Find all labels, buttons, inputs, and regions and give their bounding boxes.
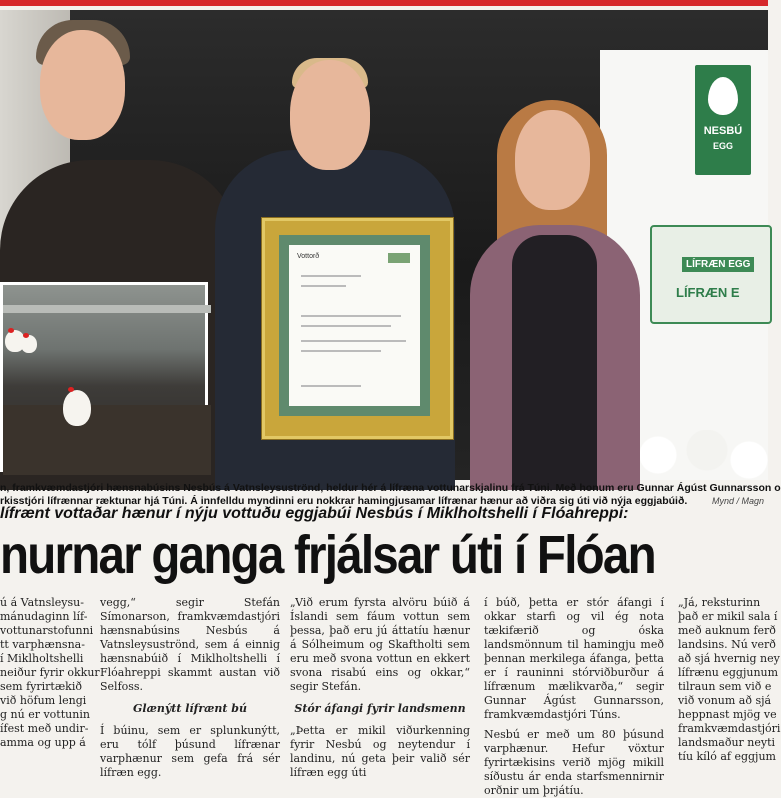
column-line: með auknum ferð	[678, 624, 776, 637]
carton-label: LÍFRÆN EGG	[682, 257, 754, 272]
brand-name: NESBÚ	[703, 125, 743, 137]
column-line: við vonum að sjá	[678, 694, 772, 707]
inset-photo-hens	[0, 282, 208, 472]
eggs-pile	[630, 430, 770, 480]
hen-figure	[21, 335, 37, 353]
column-line: g nú er vottunin	[0, 708, 90, 721]
column-line: sem fyrirtækið	[0, 680, 82, 693]
certificate-line	[301, 340, 406, 342]
paragraph: „Þetta er mikil viðurkenning fyrir Nesbú og neytendur í landinu, nú geta þeir valið sér lífræn egg úti	[290, 724, 470, 779]
hen-figure	[63, 390, 91, 426]
column-line: vottunarstofunni	[0, 624, 94, 637]
column-line: framkvæmdastjóri	[678, 722, 781, 735]
article-column-2	[100, 596, 280, 779]
column-line: í Miklholtshelli	[0, 652, 84, 665]
main-photo	[0, 10, 768, 480]
column-line: tilraun sem við e	[678, 680, 772, 693]
paragraph: vegg,“ segir Stefán Símonarson, framkvæmdastjóri hænsnabúsins Nesbús á Vatnsleysuströnd, sem á einnig hænsnabúið í Miklholtshelli í Flóahreppi skammt austan við Selfoss.	[100, 596, 280, 693]
person-right-top	[512, 235, 597, 490]
column-line: það er mikil sala í	[678, 610, 778, 623]
top-red-rule	[0, 0, 768, 6]
column-line: við höfum lengi	[0, 694, 87, 707]
barn-beam	[3, 305, 211, 313]
photo-credit: Mynd / Magn	[711, 496, 764, 506]
column-line: heppnast mjög ve	[678, 708, 777, 721]
carton-label-large: LÍFRÆN E	[676, 285, 740, 300]
caption-line: rkisstjóri lífrænnar ræktunar hjá Túni. Á innfelldu myndinni eru nokkrar hamingjusamar lífrænar hænur að viðra sig úti við nýja eggjabúið.	[0, 495, 688, 507]
egg-carton	[650, 225, 772, 324]
certificate-line	[301, 325, 391, 327]
ground	[3, 405, 211, 475]
paragraph: „Við erum fyrsta alvöru búið á Íslandi sem fáum vottun sem þessa, það eru jú áttatíu hænur á Sólheimum og Skaftholti sem eru með svona vottun en ekkert svona risabú eins og okkar,“ segir Stefán.	[290, 596, 470, 693]
certificate-mat	[279, 235, 430, 416]
article-body	[0, 596, 781, 797]
article-column-5	[678, 596, 781, 768]
certificate-line	[301, 315, 401, 317]
column-line: ífest með undir-	[0, 722, 89, 735]
column-line: „Já, reksturinn	[678, 596, 761, 609]
certificate-title: Vottorð	[297, 253, 320, 260]
person-right-head	[515, 110, 590, 210]
column-line: neiður fyrir okkur	[0, 666, 100, 679]
brand-sub: EGG	[712, 141, 733, 151]
person-center-head	[290, 60, 370, 170]
column-line: að sjá hvernig ney	[678, 652, 780, 665]
egg-icon	[708, 77, 738, 115]
headline: nurnar ganga frjálsar úti í Flóan	[0, 525, 655, 585]
column-line: tt varphænsna-	[0, 638, 85, 651]
paragraph: Nesbú er með um 80 þúsund varphænur. Hefur vöxtur fyrirtækisins verið mjög mikill síðustu ár enda starfsmennirnir orðnir um þrjátíu.	[484, 728, 664, 797]
article-column-4	[484, 596, 664, 797]
certificate-paper	[289, 245, 420, 406]
kicker-subheadline: lífrænt vottaðar hænur í nýju vottuðu eggjabúi Nesbús í Miklholtshelli í Flóahreppi:	[0, 505, 629, 522]
paragraph: í búð, þetta er stór áfangi í okkar starfi og vil ég nota tækifærið og óska landsmönnum til hamingju með þennan merkilega áfanga, þetta er í rauninni stórviðburður á lífrænum mælikvarða,“ segir Gunnar Ágúst Gunnarsson, framkvæmdastjóri Túns.	[484, 596, 664, 721]
nesbu-logo	[695, 65, 751, 175]
column-line: landsins. Nú verð	[678, 638, 776, 651]
article-column-1	[0, 596, 100, 768]
column-line: amma og upp á	[0, 736, 86, 749]
certificate-line	[301, 275, 361, 277]
caption-line: n, framkvæmdastjóri hænsnabúsins Nesbús á Vatnsleysuströnd, heldur hér á lífræna vottunarskjalinu frá Túni. Með honum eru Gunnar Ágúst Gunnarsson o	[0, 482, 781, 494]
article-column-3	[290, 596, 470, 779]
subheading: Glænýtt lífrænt bú	[133, 702, 247, 715]
certificate-seal	[388, 253, 410, 263]
column-line: landsmaður neyti	[678, 736, 776, 749]
person-left-head	[40, 30, 125, 140]
column-line: tíu kíló af eggjum	[678, 750, 776, 763]
column-line: lífrænu eggjunum	[678, 666, 779, 679]
paragraph: Í búinu, sem er splunkunýtt, eru tólf þúsund lífrænar varphænur sem gefa frá sér lífræn egg.	[100, 724, 280, 779]
subheading: Stór áfangi fyrir landsmenn	[294, 702, 466, 715]
certificate-line	[301, 285, 346, 287]
column-line: mánudaginn líf-	[0, 610, 88, 623]
certificate-line	[301, 350, 381, 352]
certificate-signature	[301, 385, 361, 387]
certificate-frame	[262, 218, 453, 439]
column-line: ú á Vatnsleysu-	[0, 596, 84, 609]
